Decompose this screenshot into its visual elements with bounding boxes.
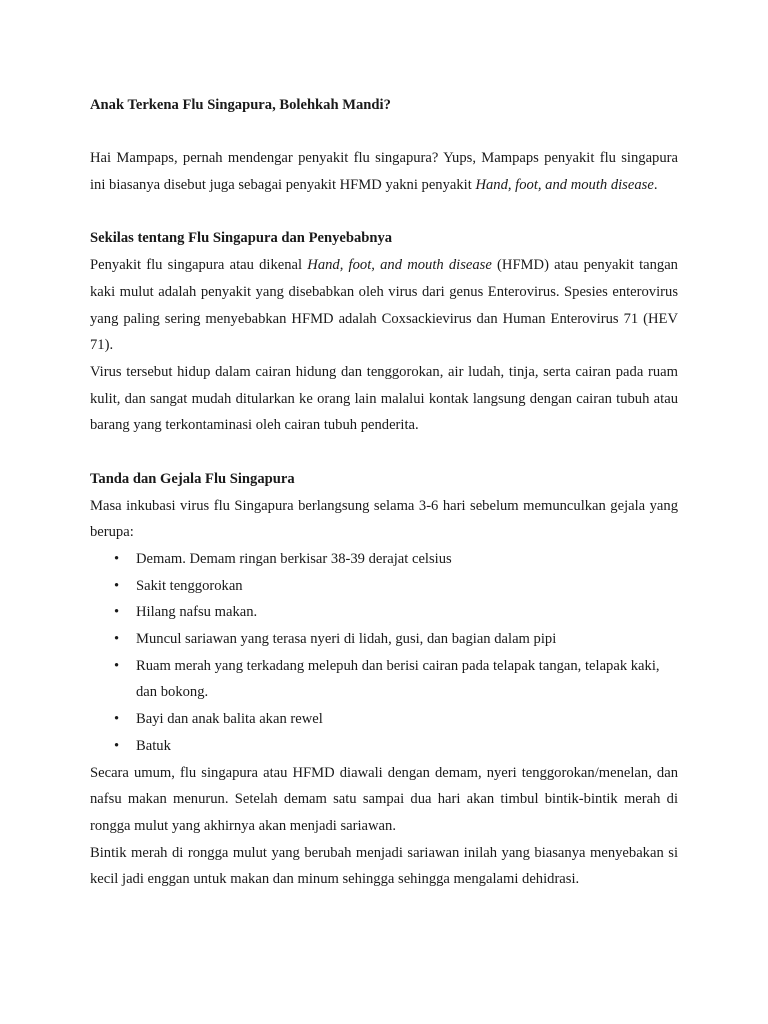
symptoms-paragraph-1: Secara umum, flu singapura atau HFMD diawali dengan demam, nyeri tenggorokan/menelan, dan nafsu makan menurun. Setelah demam satu sampai dua hari akan timbul bintik-bintik merah di rongga mulut yang akhirnya akan menjadi sariawan.	[90, 764, 678, 834]
list-item: • Muncul sariawan yang terasa nyeri di lidah, gusi, dan bagian dalam pipi	[90, 626, 678, 653]
overview-paragraph-1	[90, 252, 678, 359]
blank-line	[90, 119, 678, 146]
list-item: • Hilang nafsu makan.	[90, 599, 678, 626]
document-page	[90, 92, 678, 893]
overview-text-b: (HFMD) atau penyakit tangan kaki mulut adalah penyakit yang disebabkan oleh virus dari genus Enterovirus. Spesies enterovirus yang paling sering menyebabkan HFMD adalah Coxsackievirus dan Human Enterovirus 71 (HEV 71).	[90, 257, 678, 354]
list-item: • Bayi dan anak balita akan rewel	[90, 706, 678, 733]
intro-text: Hai Mampaps, pernah mendengar penyakit flu singapura? Yups, Mampaps penyakit flu singapura ini biasanya disebut juga sebagai penyakit HFMD yakni penyakit	[90, 150, 678, 194]
intro-end: .	[653, 177, 658, 194]
list-item: • Sakit tenggorokan	[90, 573, 678, 600]
symptoms-paragraph-2: Bintik merah di rongga mulut yang berubah menjadi sariawan inilah yang biasanya menyebakan si kecil jadi enggan untuk makan dan minum sehingga sehingga mengalami dehidrasi.	[90, 844, 678, 888]
overview-italic-term: Hand, foot, and mouth disease	[307, 257, 492, 274]
overview-paragraph-2: Virus tersebut hidup dalam cairan hidung dan tenggorokan, air ludah, tinja, serta cairan pada ruam kulit, dan sangat mudah ditularkan ke orang lain malalui kontak langsung dengan cairan tubuh atau barang yang terkontaminasi oleh cairan tubuh penderita.	[90, 364, 678, 434]
list-item: • Batuk	[90, 733, 678, 760]
symptoms-intro-paragraph: Masa inkubasi virus flu Singapura berlangsung selama 3-6 hari sebelum memunculkan gejala yang berupa:	[90, 497, 678, 541]
document-title: Anak Terkena Flu Singapura, Bolehkah Mandi?	[90, 97, 391, 113]
list-item: • Ruam merah yang terkadang melepuh dan berisi cairan pada telapak tangan, telapak kaki, dan bokong.	[90, 653, 678, 706]
blank-line	[90, 199, 678, 226]
overview-text-a: Penyakit flu singapura atau dikenal	[90, 257, 308, 274]
list-item: • Demam. Demam ringan berkisar 38-39 derajat celsius	[90, 546, 678, 573]
intro-paragraph	[90, 145, 678, 198]
intro-italic-term: Hand, foot, and mouth disease	[475, 177, 654, 194]
symptoms-list	[90, 546, 678, 760]
section-heading-symptoms: Tanda dan Gejala Flu Singapura	[90, 470, 295, 487]
blank-line	[90, 439, 678, 466]
section-heading-overview: Sekilas tentang Flu Singapura dan Penyebabnya	[90, 230, 393, 247]
